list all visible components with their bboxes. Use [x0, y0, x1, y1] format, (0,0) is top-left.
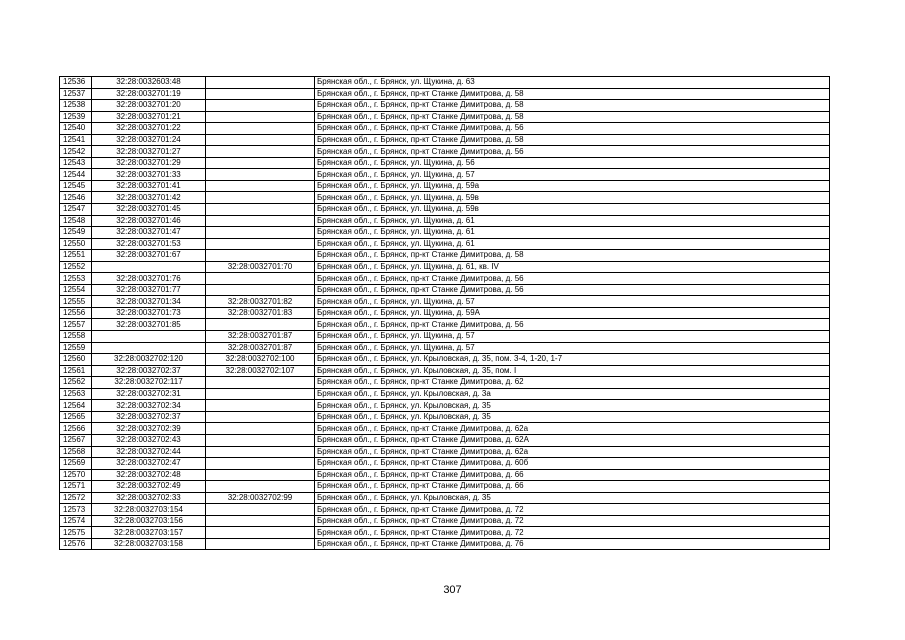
table-row	[60, 134, 830, 146]
table-row	[60, 411, 830, 423]
address-cell: Брянская обл., г. Брянск, пр-кт Станке Димитрова, д. 62А	[315, 434, 830, 446]
table-row	[60, 157, 830, 169]
cadastral-number-cell: 32:28:0032703:154	[92, 504, 206, 516]
row-number-cell: 12574	[60, 515, 92, 527]
cadastral-number-cell: 32:28:0032702:34	[92, 400, 206, 412]
cadastral-number-cell: 32:28:0032701:22	[92, 123, 206, 135]
related-cadastral-number-cell	[206, 273, 315, 285]
address-cell: Брянская обл., г. Брянск, пр-кт Станке Димитрова, д. 62	[315, 377, 830, 389]
related-cadastral-number-cell: 32:28:0032702:99	[206, 492, 315, 504]
cadastral-number-cell: 32:28:0032702:44	[92, 446, 206, 458]
table-row	[60, 434, 830, 446]
row-number-cell: 12564	[60, 400, 92, 412]
related-cadastral-number-cell	[206, 250, 315, 262]
address-cell: Брянская обл., г. Брянск, ул. Крыловская, д. 3а	[315, 388, 830, 400]
row-number-cell: 12570	[60, 469, 92, 481]
address-cell: Брянская обл., г. Брянск, пр-кт Станке Димитрова, д. 56	[315, 284, 830, 296]
table-row	[60, 458, 830, 470]
table-row	[60, 169, 830, 181]
table-row	[60, 365, 830, 377]
address-cell: Брянская обл., г. Брянск, пр-кт Станке Димитрова, д. 72	[315, 504, 830, 516]
related-cadastral-number-cell	[206, 238, 315, 250]
row-number-cell: 12550	[60, 238, 92, 250]
address-cell: Брянская обл., г. Брянск, ул. Крыловская, д. 35, пом. 3-4, 1-20, 1-7	[315, 354, 830, 366]
related-cadastral-number-cell	[206, 434, 315, 446]
row-number-cell: 12559	[60, 342, 92, 354]
address-cell: Брянская обл., г. Брянск, ул. Щукина, д. 59в	[315, 204, 830, 216]
row-number-cell: 12547	[60, 204, 92, 216]
row-number-cell: 12571	[60, 481, 92, 493]
row-number-cell: 12560	[60, 354, 92, 366]
row-number-cell: 12538	[60, 100, 92, 112]
address-cell: Брянская обл., г. Брянск, ул. Щукина, д. 63	[315, 77, 830, 89]
related-cadastral-number-cell	[206, 111, 315, 123]
cadastral-number-cell: 32:28:0032702:48	[92, 469, 206, 481]
cadastral-number-cell: 32:28:0032701:41	[92, 180, 206, 192]
row-number-cell: 12561	[60, 365, 92, 377]
row-number-cell: 12545	[60, 180, 92, 192]
related-cadastral-number-cell	[206, 215, 315, 227]
cadastral-number-cell: 32:28:0032701:33	[92, 169, 206, 181]
address-cell: Брянская обл., г. Брянск, ул. Щукина, д. 61	[315, 227, 830, 239]
related-cadastral-number-cell: 32:28:0032701:83	[206, 307, 315, 319]
page-number: 307	[443, 584, 462, 596]
table-row	[60, 400, 830, 412]
row-number-cell: 12540	[60, 123, 92, 135]
cadastral-number-cell: 32:28:0032702:120	[92, 354, 206, 366]
related-cadastral-number-cell	[206, 77, 315, 89]
cadastral-number-cell: 32:28:0032701:67	[92, 250, 206, 262]
related-cadastral-number-cell	[206, 423, 315, 435]
address-cell: Брянская обл., г. Брянск, пр-кт Станке Димитрова, д. 56	[315, 146, 830, 158]
cadastral-number-cell: 32:28:0032701:73	[92, 307, 206, 319]
related-cadastral-number-cell	[206, 388, 315, 400]
row-number-cell: 12536	[60, 77, 92, 89]
address-cell: Брянская обл., г. Брянск, пр-кт Станке Димитрова, д. 62а	[315, 446, 830, 458]
cadastral-number-cell: 32:28:0032701:42	[92, 192, 206, 204]
row-number-cell: 12567	[60, 434, 92, 446]
address-cell: Брянская обл., г. Брянск, пр-кт Станке Димитрова, д. 58	[315, 250, 830, 262]
address-cell: Брянская обл., г. Брянск, ул. Щукина, д. 56	[315, 157, 830, 169]
cadastral-number-cell: 32:28:0032701:19	[92, 88, 206, 100]
cadastral-number-cell: 32:28:0032702:117	[92, 377, 206, 389]
related-cadastral-number-cell	[206, 88, 315, 100]
address-cell: Брянская обл., г. Брянск, пр-кт Станке Димитрова, д. 76	[315, 538, 830, 550]
address-cell: Брянская обл., г. Брянск, пр-кт Станке Димитрова, д. 56	[315, 273, 830, 285]
address-cell: Брянская обл., г. Брянск, пр-кт Станке Димитрова, д. 62а	[315, 423, 830, 435]
cadastral-number-cell: 32:28:0032703:156	[92, 515, 206, 527]
cadastral-number-cell: 32:28:0032703:157	[92, 527, 206, 539]
cadastral-number-cell: 32:28:0032702:49	[92, 481, 206, 493]
table-row	[60, 250, 830, 262]
address-cell: Брянская обл., г. Брянск, пр-кт Станке Димитрова, д. 58	[315, 134, 830, 146]
row-number-cell: 12543	[60, 157, 92, 169]
related-cadastral-number-cell	[206, 504, 315, 516]
table-row	[60, 504, 830, 516]
table-row	[60, 215, 830, 227]
row-number-cell: 12575	[60, 527, 92, 539]
table-row	[60, 515, 830, 527]
cadastral-number-cell: 32:28:0032701:27	[92, 146, 206, 158]
cadastral-number-cell: 32:28:0032701:21	[92, 111, 206, 123]
table-row	[60, 446, 830, 458]
table-row	[60, 377, 830, 389]
row-number-cell: 12569	[60, 458, 92, 470]
table-row	[60, 273, 830, 285]
related-cadastral-number-cell	[206, 284, 315, 296]
row-number-cell: 12551	[60, 250, 92, 262]
table-row	[60, 331, 830, 343]
row-number-cell: 12562	[60, 377, 92, 389]
related-cadastral-number-cell	[206, 227, 315, 239]
related-cadastral-number-cell	[206, 538, 315, 550]
row-number-cell: 12546	[60, 192, 92, 204]
address-cell: Брянская обл., г. Брянск, ул. Щукина, д. 59в	[315, 192, 830, 204]
cadastral-number-cell: 32:28:0032701:76	[92, 273, 206, 285]
related-cadastral-number-cell	[206, 157, 315, 169]
cadastral-number-cell: 32:28:0032702:33	[92, 492, 206, 504]
related-cadastral-number-cell	[206, 400, 315, 412]
cadastral-number-cell: 32:28:0032701:34	[92, 296, 206, 308]
cadastral-number-cell: 32:28:0032701:24	[92, 134, 206, 146]
related-cadastral-number-cell	[206, 169, 315, 181]
address-cell: Брянская обл., г. Брянск, ул. Щукина, д. 59а	[315, 180, 830, 192]
cadastral-number-cell: 32:28:0032702:37	[92, 365, 206, 377]
address-cell: Брянская обл., г. Брянск, ул. Щукина, д. 61	[315, 238, 830, 250]
row-number-cell: 12565	[60, 411, 92, 423]
address-cell: Брянская обл., г. Брянск, пр-кт Станке Димитрова, д. 66	[315, 481, 830, 493]
related-cadastral-number-cell	[206, 469, 315, 481]
table-row	[60, 77, 830, 89]
cadastral-number-cell: 32:28:0032701:29	[92, 157, 206, 169]
cadastral-number-cell: 32:28:0032702:37	[92, 411, 206, 423]
row-number-cell: 12541	[60, 134, 92, 146]
row-number-cell: 12555	[60, 296, 92, 308]
cadastral-number-cell: 32:28:0032702:39	[92, 423, 206, 435]
cadastral-number-cell: 32:28:0032702:43	[92, 434, 206, 446]
address-cell: Брянская обл., г. Брянск, пр-кт Станке Димитрова, д. 72	[315, 515, 830, 527]
table-row	[60, 284, 830, 296]
related-cadastral-number-cell: 32:28:0032701:82	[206, 296, 315, 308]
cadastral-number-cell: 32:28:0032701:47	[92, 227, 206, 239]
address-cell: Брянская обл., г. Брянск, пр-кт Станке Димитрова, д. 60б	[315, 458, 830, 470]
table-row	[60, 307, 830, 319]
cadastral-number-cell: 32:28:0032702:47	[92, 458, 206, 470]
row-number-cell: 12558	[60, 331, 92, 343]
address-cell: Брянская обл., г. Брянск, ул. Щукина, д. 57	[315, 296, 830, 308]
related-cadastral-number-cell	[206, 100, 315, 112]
cadastral-number-cell: 32:28:0032701:20	[92, 100, 206, 112]
cadastral-number-cell: 32:28:0032603:48	[92, 77, 206, 89]
cadastral-number-cell: 32:28:0032701:53	[92, 238, 206, 250]
address-cell: Брянская обл., г. Брянск, ул. Крыловская, д. 35	[315, 400, 830, 412]
address-cell: Брянская обл., г. Брянск, ул. Крыловская, д. 35	[315, 411, 830, 423]
table-row	[60, 88, 830, 100]
address-cell: Брянская обл., г. Брянск, пр-кт Станке Димитрова, д. 66	[315, 469, 830, 481]
row-number-cell: 12568	[60, 446, 92, 458]
cadastral-number-cell	[92, 331, 206, 343]
table-row	[60, 111, 830, 123]
related-cadastral-number-cell: 32:28:0032702:100	[206, 354, 315, 366]
address-cell: Брянская обл., г. Брянск, пр-кт Станке Димитрова, д. 56	[315, 319, 830, 331]
cadastral-number-cell: 32:28:0032702:31	[92, 388, 206, 400]
row-number-cell: 12552	[60, 261, 92, 273]
related-cadastral-number-cell	[206, 515, 315, 527]
address-cell: Брянская обл., г. Брянск, ул. Щукина, д. 59А	[315, 307, 830, 319]
row-number-cell: 12563	[60, 388, 92, 400]
row-number-cell: 12553	[60, 273, 92, 285]
cadastral-number-cell: 32:28:0032701:46	[92, 215, 206, 227]
row-number-cell: 12554	[60, 284, 92, 296]
table-row	[60, 423, 830, 435]
row-number-cell: 12576	[60, 538, 92, 550]
address-cell: Брянская обл., г. Брянск, пр-кт Станке Димитрова, д. 58	[315, 100, 830, 112]
table-row	[60, 180, 830, 192]
address-cell: Брянская обл., г. Брянск, пр-кт Станке Димитрова, д. 56	[315, 123, 830, 135]
address-cell: Брянская обл., г. Брянск, ул. Щукина, д. 57	[315, 342, 830, 354]
related-cadastral-number-cell: 32:28:0032702:107	[206, 365, 315, 377]
table-row	[60, 354, 830, 366]
table-row	[60, 527, 830, 539]
row-number-cell: 12537	[60, 88, 92, 100]
table-body	[60, 77, 830, 550]
related-cadastral-number-cell	[206, 481, 315, 493]
related-cadastral-number-cell: 32:28:0032701:87	[206, 331, 315, 343]
table-row	[60, 146, 830, 158]
table-row	[60, 296, 830, 308]
table-row	[60, 123, 830, 135]
address-cell: Брянская обл., г. Брянск, ул. Щукина, д. 61, кв. IV	[315, 261, 830, 273]
table-row	[60, 261, 830, 273]
related-cadastral-number-cell	[206, 411, 315, 423]
property-table	[59, 76, 830, 550]
related-cadastral-number-cell	[206, 319, 315, 331]
table-row	[60, 481, 830, 493]
table-row	[60, 388, 830, 400]
related-cadastral-number-cell	[206, 377, 315, 389]
related-cadastral-number-cell	[206, 204, 315, 216]
row-number-cell: 12549	[60, 227, 92, 239]
address-cell: Брянская обл., г. Брянск, пр-кт Станке Димитрова, д. 72	[315, 527, 830, 539]
cadastral-number-cell: 32:28:0032703:158	[92, 538, 206, 550]
table-row	[60, 469, 830, 481]
table-row	[60, 192, 830, 204]
table-row	[60, 100, 830, 112]
related-cadastral-number-cell	[206, 146, 315, 158]
table-row	[60, 227, 830, 239]
related-cadastral-number-cell	[206, 134, 315, 146]
table-row	[60, 238, 830, 250]
address-cell: Брянская обл., г. Брянск, пр-кт Станке Димитрова, д. 58	[315, 111, 830, 123]
table-row	[60, 204, 830, 216]
address-cell: Брянская обл., г. Брянск, пр-кт Станке Димитрова, д. 58	[315, 88, 830, 100]
related-cadastral-number-cell: 32:28:0032701:70	[206, 261, 315, 273]
related-cadastral-number-cell	[206, 192, 315, 204]
row-number-cell: 12566	[60, 423, 92, 435]
address-cell: Брянская обл., г. Брянск, ул. Щукина, д. 57	[315, 331, 830, 343]
row-number-cell: 12572	[60, 492, 92, 504]
related-cadastral-number-cell	[206, 180, 315, 192]
row-number-cell: 12542	[60, 146, 92, 158]
related-cadastral-number-cell	[206, 446, 315, 458]
related-cadastral-number-cell	[206, 527, 315, 539]
address-cell: Брянская обл., г. Брянск, ул. Крыловская, д. 35	[315, 492, 830, 504]
cadastral-number-cell	[92, 261, 206, 273]
table-row	[60, 342, 830, 354]
cadastral-number-cell: 32:28:0032701:45	[92, 204, 206, 216]
address-cell: Брянская обл., г. Брянск, ул. Щукина, д. 57	[315, 169, 830, 181]
table-row	[60, 492, 830, 504]
address-cell: Брянская обл., г. Брянск, ул. Крыловская, д. 35, пом. I	[315, 365, 830, 377]
row-number-cell: 12557	[60, 319, 92, 331]
cadastral-number-cell	[92, 342, 206, 354]
cadastral-number-cell: 32:28:0032701:85	[92, 319, 206, 331]
cadastral-number-cell: 32:28:0032701:77	[92, 284, 206, 296]
row-number-cell: 12573	[60, 504, 92, 516]
related-cadastral-number-cell: 32:28:0032701:87	[206, 342, 315, 354]
related-cadastral-number-cell	[206, 458, 315, 470]
row-number-cell: 12544	[60, 169, 92, 181]
related-cadastral-number-cell	[206, 123, 315, 135]
row-number-cell: 12548	[60, 215, 92, 227]
table-row	[60, 538, 830, 550]
address-cell: Брянская обл., г. Брянск, ул. Щукина, д. 61	[315, 215, 830, 227]
table-row	[60, 319, 830, 331]
row-number-cell: 12556	[60, 307, 92, 319]
row-number-cell: 12539	[60, 111, 92, 123]
